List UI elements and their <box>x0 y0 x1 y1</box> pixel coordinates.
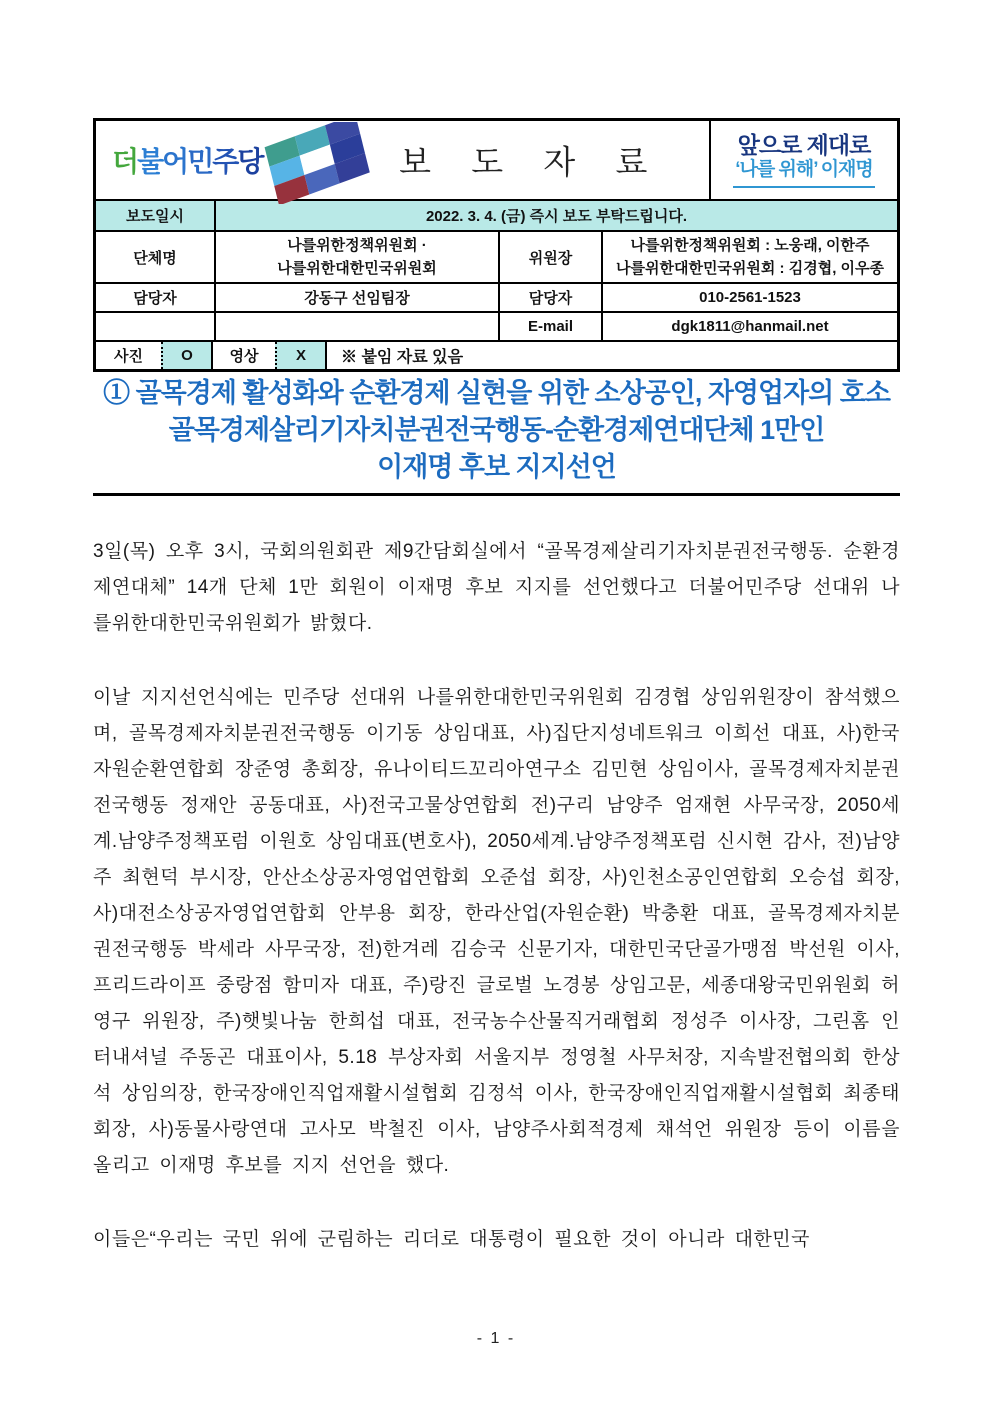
contact-name: 강동구 선임팀장 <box>214 284 498 311</box>
contact-phone-value: 010-2561-1523 <box>601 284 897 311</box>
contact-phone-label: 담당자 <box>498 284 601 311</box>
email-empty-cell1 <box>96 313 214 340</box>
article-body <box>93 534 900 1258</box>
release-date-label: 보도일시 <box>126 208 184 225</box>
masthead-row <box>96 121 897 199</box>
logo-letter: 당 <box>237 146 263 177</box>
organization-row <box>96 230 897 282</box>
headline-line1: ① 골목경제 활성화와 순환경제 실현을 위한 소상공인, 자영업자의 호소 <box>103 378 890 408</box>
org-value-line2: 나를위한대한민국위원회 <box>277 260 437 277</box>
chair-label: 위원장 <box>498 232 601 282</box>
logo-letter: 더 <box>112 146 138 177</box>
slogan-line2: ‘나를 위해’ 이재명 <box>735 159 873 181</box>
masthead-left-cell <box>96 121 709 199</box>
page-content <box>93 118 900 1258</box>
chair-value-line2: 나를위한대한민국위원회 : 김경협, 이우종 <box>616 260 884 277</box>
release-date-value: 2022. 3. 4. (금) 즉시 보도 부탁드립니다. <box>214 201 897 230</box>
press-info-table <box>93 118 900 372</box>
headline-line2: 골목경제살리기자치분권전국행동-순환경제연대단체 1만인 <box>168 415 825 445</box>
party-logo <box>112 140 262 180</box>
chair-value <box>601 232 897 282</box>
party-flag-icon <box>256 122 382 204</box>
video-flag-value: X <box>275 342 325 369</box>
campaign-slogan-cell <box>709 121 897 199</box>
campaign-slogan <box>733 132 875 188</box>
org-value <box>214 232 498 282</box>
photo-flag-value: O <box>161 342 211 369</box>
email-row <box>96 311 897 340</box>
org-value-line1: 나를위한정책위원회 · <box>287 236 427 254</box>
email-value: dgk1811@hanmail.net <box>601 313 897 340</box>
body-paragraph: 3일(목) 오후 3시, 국회의원회관 제9간담회실에서 “골목경제살리기자치분권전국행동. 순환경제연대체” 14개 단체 1만 회원이 이재명 후보 지지를 선언했다고 더불어민주당 선대위 나를위한대한민국위원회가 밝혔다. <box>93 541 900 634</box>
email-empty-cell2 <box>214 313 498 340</box>
logo-letter: 불 <box>137 146 163 177</box>
contact-row <box>96 282 897 311</box>
body-paragraph: 이날 지지선언식에는 민주당 선대위 나를위한대한민국위원회 김경협 상임위원장이 참석했으며, 골목경제자치분권전국행동 이기동 상임대표, 사)집단지성네트워크 이희선 대표, 사)한국자원순환연합회 장준영 총회장, 유나이티드꼬리아연구소 김민현 상임이사, 골목경제자치분권전국행동 정재안 공동대표, 사)전국고물상연합회 전)구리 남양주 엄재현 사무국장, 2050세계.남양주정책포럼 이원호 상임대표(변호사), 2050세계.남양주정책포럼 신시현 감사, 전)남양주 최현덕 부시장, 안산소상공자영업연합회 오준섭 회장, 사)인천소공인연합회 오승섭 회장, 사)대전소상공자영업연합회 안부용 회장, 한라산업(자원순환) 박충환 대표, 골목경제자치분권전국행동 박세라 사무국장, 전)한겨레 김승국 신문기자, 대한민국단골가맹점 박선원 이사, 프리드라이프 중랑점 함미자 대표, 주)랑진 글로벌 노경봉 상임고문, 세종대왕국민위원회 허영구 위원장, 주)햇빛나눔 한희섭 대표, 전국농수산물직거래협회 정성주 이사장, 그린홈 인터내셔널 주동곤 대표이사, 5.18 부상자회 서울지부 정영철 사무처장, 지속발전협의회 한상석 상임의장, 한국장애인직업재활시설협회 김정석 이사, 한국장애인직업재활시설협회 최종태 회장, 사)동물사랑연대 고사모 박철진 이사, 남양주사회적경제 채석언 위원장 등이 이름을 올리고 이재명 후보를 지지 선언을 했다. <box>93 687 900 1176</box>
headline <box>93 375 900 496</box>
contact-label: 담당자 <box>133 290 177 307</box>
body-paragraph: 이들은“우리는 국민 위에 군림하는 리더로 대통령이 필요한 것이 아니라 대한민국 <box>93 1229 811 1250</box>
headline-line3: 이재명 후보 지지선언 <box>377 452 616 482</box>
slogan-line1: 앞으로 제대로 <box>737 131 871 158</box>
video-label: 영상 <box>211 342 275 369</box>
logo-letter: 민 <box>187 146 213 177</box>
photo-label: 사진 <box>114 348 143 365</box>
attachment-note: ※ 붙임 자료 있음 <box>325 342 897 369</box>
chair-value-line1: 나를위한정책위원회 : 노웅래, 이한주 <box>630 236 870 254</box>
doc-type-title: 보 도 자 료 <box>399 145 664 182</box>
email-label: E-mail <box>498 313 601 340</box>
logo-letter: 어 <box>162 146 188 177</box>
release-date-row <box>96 199 897 230</box>
media-row <box>96 340 897 369</box>
org-label: 단체명 <box>133 249 177 267</box>
page-number: - 1 - <box>476 1330 516 1347</box>
logo-letter: 주 <box>212 146 238 177</box>
